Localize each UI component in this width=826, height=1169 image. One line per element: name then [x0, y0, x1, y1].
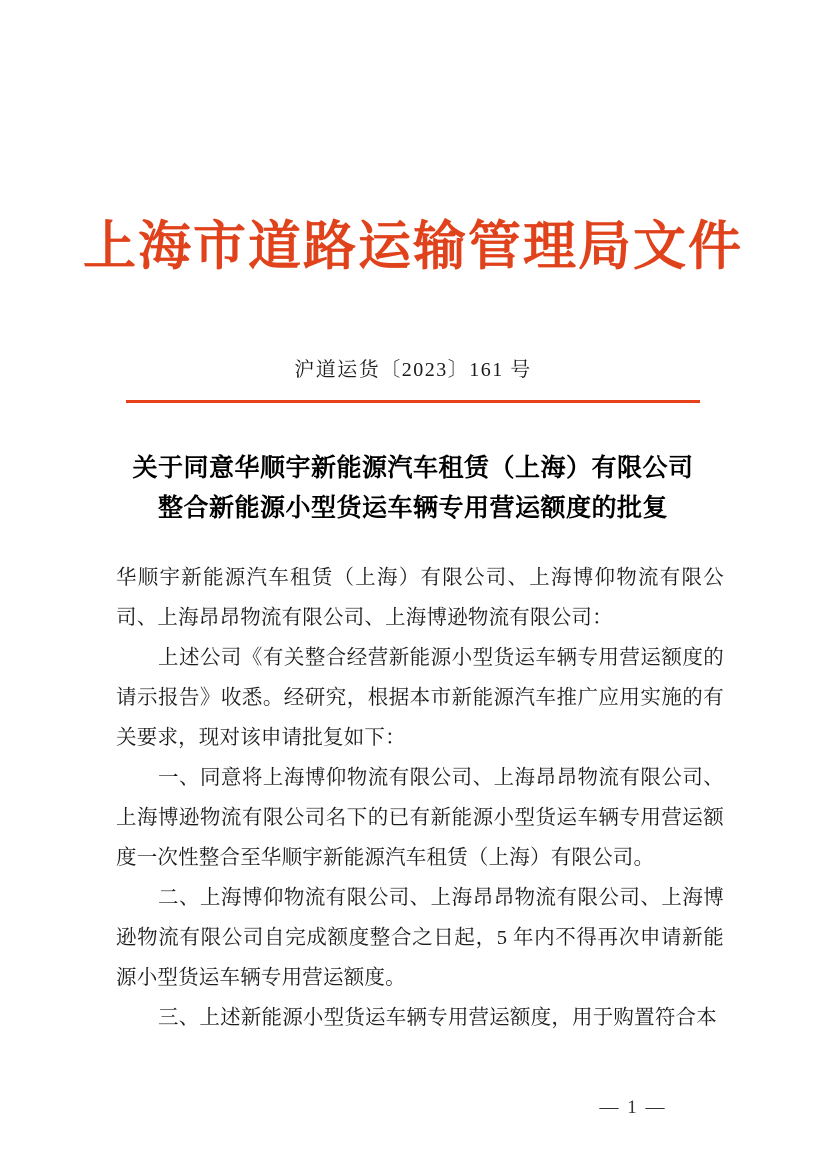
paragraph-item-2: 二、上海博仰物流有限公司、上海昂昂物流有限公司、上海博逊物流有限公司自完成额度整合之日起，5 年内不得再次申请新能源小型货运车辆专用营运额度。	[116, 887, 724, 989]
paragraph-item-1: 一、同意将上海博仰物流有限公司、上海昂昂物流有限公司、上海博逊物流有限公司名下的已有新能源小型货运车辆专用营运额度一次性整合至华顺宇新能源汽车租赁（上海）有限公司。	[116, 767, 724, 869]
document-title	[0, 448, 826, 528]
page-number-label: — 1 —	[599, 1097, 667, 1118]
document-body	[116, 558, 724, 1038]
paragraph-addressee: 华顺宇新能源汽车租赁（上海）有限公司、上海博仰物流有限公司、上海昂昂物流有限公司、上海博逊物流有限公司：	[116, 567, 724, 629]
document-title-line-1: 关于同意华顺宇新能源汽车租赁（上海）有限公司	[132, 454, 694, 482]
page-footer	[0, 1097, 826, 1119]
masthead-title: 上海市道路运输管理局文件	[83, 217, 743, 276]
paragraph-item-3: 三、上述新能源小型货运车辆专用营运额度，用于购置符合本	[158, 1007, 717, 1029]
document-title-line-2: 整合新能源小型货运车辆专用营运额度的批复	[157, 494, 668, 522]
red-separator-rule	[126, 400, 700, 403]
paragraph-preamble: 上述公司《有关整合经营新能源小型货运车辆专用营运额度的请示报告》收悉。经研究，根据本市新能源汽车推广应用实施的有关要求，现对该申请批复如下：	[116, 647, 724, 749]
document-number: 沪道运货〔2023〕161 号	[294, 359, 532, 381]
